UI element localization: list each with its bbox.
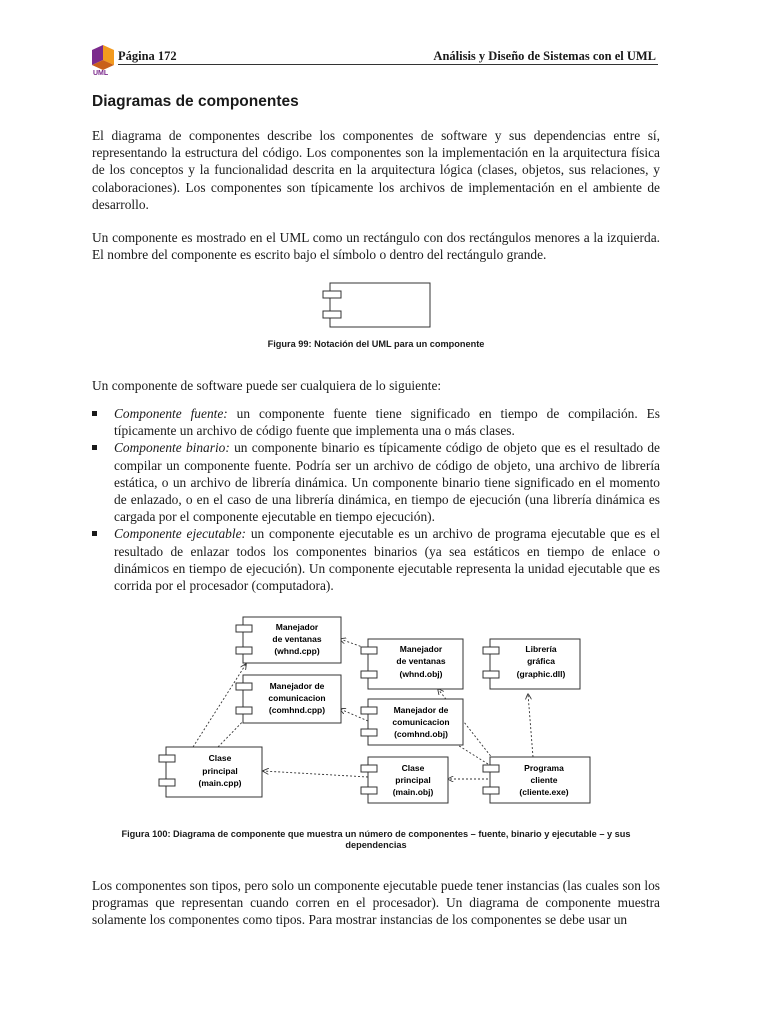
svg-text:Manejador: Manejador	[399, 644, 443, 654]
component-graphic-dll	[483, 639, 580, 689]
svg-text:Librería: Librería	[525, 644, 557, 654]
page-number: Página 172	[118, 49, 177, 63]
svg-text:Manejador de: Manejador de	[269, 681, 325, 691]
figure100-caption: Figura 100: Diagrama de componente que muestra un número de componentes – fuente, binario y ejecutable – y sus dependencias	[121, 829, 631, 850]
svg-text:(main.cpp): (main.cpp)	[198, 778, 242, 788]
svg-text:de ventanas: de ventanas	[272, 634, 322, 644]
svg-text:Manejador: Manejador	[275, 622, 319, 632]
dep-main-src-to-win-src	[193, 664, 246, 747]
header-divider	[118, 64, 658, 65]
svg-text:Clase: Clase	[208, 753, 232, 763]
component-body	[330, 283, 430, 327]
svg-text:comunicacion: comunicacion	[392, 717, 450, 727]
svg-text:(cliente.exe): (cliente.exe)	[519, 787, 569, 797]
uml-logo-icon	[90, 44, 116, 76]
svg-text:gráfica: gráfica	[527, 656, 555, 666]
component-tab-bottom	[323, 311, 341, 318]
notation-paragraph: Un componente es mostrado en el UML como un rectángulo con dos rectángulos menores a la izquierda. El nombre del componente es escrito bajo el símbolo o dentro del rectángulo grande.	[92, 230, 660, 263]
svg-text:UML: UML	[93, 70, 109, 76]
svg-text:(comhnd.obj): (comhnd.obj)	[394, 729, 448, 739]
svg-text:cliente: cliente	[530, 775, 558, 785]
svg-text:(comhnd.cpp): (comhnd.cpp)	[268, 705, 326, 715]
component-win-src	[236, 617, 341, 663]
bullet-icon	[92, 411, 97, 416]
component-main-src	[159, 747, 262, 797]
list-item-source: Componente fuente: un componente fuente tiene significado en tiempo de compilación. Es típicamente un archivo de código fuente que implementa una o más clases.	[92, 405, 660, 439]
svg-text:Programa: Programa	[524, 763, 564, 773]
component-tab-top	[323, 291, 341, 298]
component-win-obj	[361, 639, 463, 689]
svg-text:(main.obj): (main.obj)	[392, 787, 434, 797]
component-main-obj	[361, 757, 448, 803]
svg-text:(whnd.cpp): (whnd.cpp)	[274, 646, 320, 656]
svg-text:principal: principal	[395, 775, 431, 785]
book-title: Análisis y Diseño de Sistemas con el UML	[433, 49, 656, 63]
bullet-icon	[92, 445, 97, 450]
list-intro-paragraph: Un componente de software puede ser cualquiera de lo siguiente:	[92, 378, 442, 393]
svg-text:(graphic.dll): (graphic.dll)	[516, 669, 566, 679]
figure99-caption: Figura 99: Notación del UML para un componente	[267, 339, 485, 349]
svg-text:de ventanas: de ventanas	[396, 656, 446, 666]
svg-text:principal: principal	[202, 766, 238, 776]
list-item-binary: Componente binario: un componente binario es típicamente código de objeto que es el resultado de compilar un componente fuente. Podría ser un archivo de código de objeto, una archivo de librería estática, o un archivo de librería dinámica. Un componente binario tiene significado en el momento de enlazado, o en el caso de una librería dinámica, en tiempo de ejecución (una librería dinámica es cargada por el componente ejecutable en tiempo ejecución).	[92, 439, 660, 525]
svg-text:Clase: Clase	[401, 763, 425, 773]
component-notation-figure	[320, 282, 432, 328]
svg-text:(whnd.obj): (whnd.obj)	[399, 669, 443, 679]
dep-exe-to-graphic-dll	[528, 694, 533, 757]
bullet-icon	[92, 531, 97, 536]
svg-text:Manejador de: Manejador de	[393, 705, 449, 715]
component-comm-obj	[361, 699, 463, 745]
svg-text:comunicacion: comunicacion	[268, 693, 326, 703]
closing-paragraph: Los componentes son tipos, pero solo un componente ejecutable puede tener instancias (las cuales son los programas que representan cuando corren en el procesador). Un diagrama de componente muestra solamente los componentes como tipos. Para mostrar instancias de los componentes se debe usar un	[92, 878, 660, 928]
intro-paragraph: El diagrama de componentes describe los componentes de software y sus dependencias entre sí, representando la estructura del código. Los componentes son la implementación en la arquitectura física de los conceptos y la funcionalidad descrita en la arquitectura lógica (clases, objetos, sus relaciones, y colaboraciones). Los componentes son típicamente los archivos de implementación en el ambiente de desarrollo.	[92, 128, 660, 212]
component-comm-src	[236, 675, 341, 723]
component-diagram-figure	[148, 609, 608, 814]
component-client-exe	[483, 757, 590, 803]
section-title: Diagramas de componentes	[92, 93, 299, 110]
dep-main-obj-to-main-src	[263, 771, 368, 777]
list-item-executable: Componente ejecutable: un componente ejecutable es un archivo de programa ejecutable que es el resultado de enlazar todos los componentes binarios (ya sea estáticos en tiempo de enlace o dinámicos en tiempo de ejecución). Un componente ejecutable representa la unidad ejecutable que es corrida por el procesador (computadora).	[92, 525, 660, 594]
component-types-list	[92, 405, 660, 594]
